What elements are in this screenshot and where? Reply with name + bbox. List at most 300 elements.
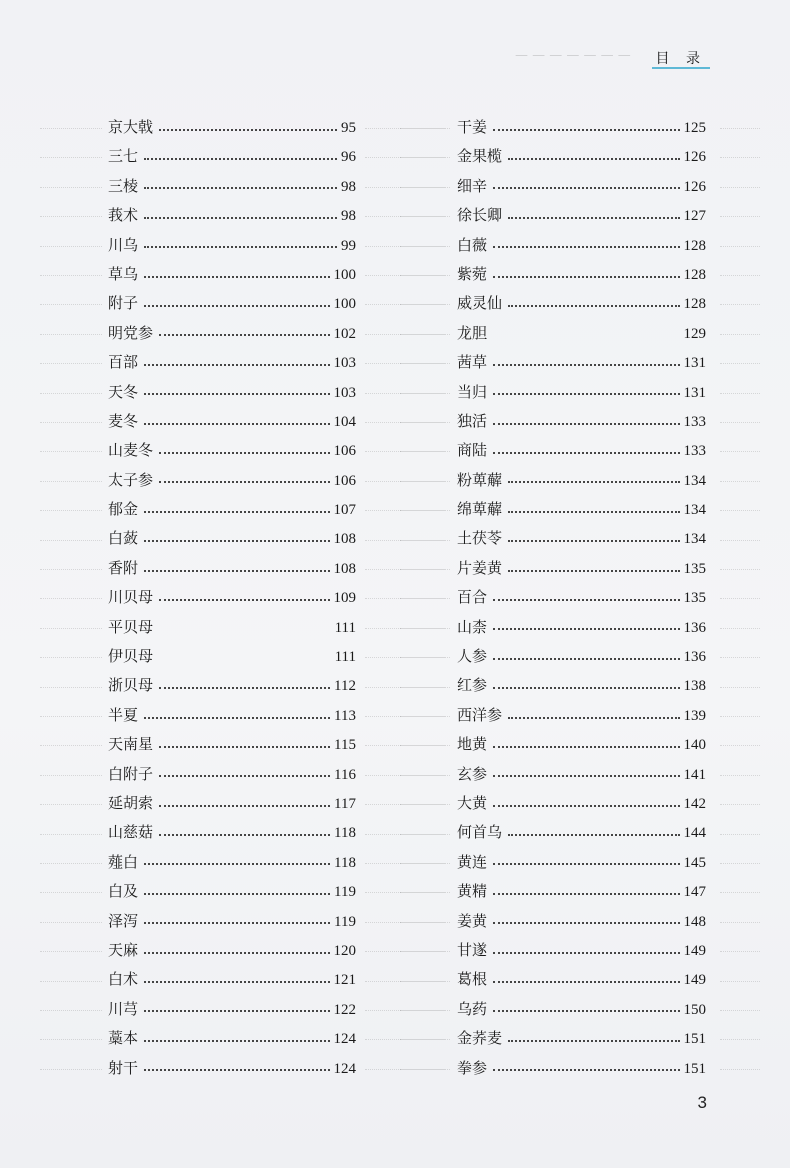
dot-leader: [144, 1069, 329, 1071]
toc-entry-page: 116: [334, 766, 356, 783]
bleed-through-dots: [400, 598, 450, 600]
toc-entry-title: 三棱: [108, 176, 139, 195]
toc-entry[interactable]: [457, 877, 706, 906]
toc-entry[interactable]: [457, 231, 706, 260]
toc-entry[interactable]: [457, 642, 706, 671]
toc-entry-page: 135: [683, 560, 706, 577]
bleed-through-dots: [720, 304, 760, 306]
dot-leader: [493, 364, 679, 366]
toc-entry[interactable]: [108, 436, 356, 465]
toc-entry[interactable]: [457, 730, 706, 759]
toc-entry-page: 119: [334, 913, 356, 930]
toc-entry-page: 145: [683, 854, 706, 871]
dot-leader: [144, 217, 337, 219]
dot-leader: [493, 334, 679, 336]
bleed-through-dots: [40, 598, 102, 600]
bleed-through-dots: [720, 863, 760, 865]
dot-leader: [493, 952, 679, 954]
bleed-through-dots: [720, 657, 760, 659]
toc-entry-page: 124: [333, 1031, 356, 1048]
bleed-through-dots: [40, 334, 102, 336]
toc-entry-page: 151: [683, 1060, 706, 1077]
toc-entry[interactable]: [457, 936, 706, 965]
bleed-through-dots: [365, 687, 445, 689]
toc-entry[interactable]: [108, 466, 356, 495]
bleed-through-dots: [720, 422, 760, 424]
bleed-through-dots: [365, 157, 445, 159]
dot-leader: [144, 393, 329, 395]
bleed-through-dots: [40, 451, 102, 453]
toc-entry-title: 土茯苓: [457, 529, 503, 548]
bleed-through-dots: [720, 157, 760, 159]
bleed-through-dots: [365, 863, 445, 865]
toc-entry[interactable]: [457, 1054, 706, 1083]
dot-leader: [493, 393, 679, 395]
dot-leader: [159, 129, 337, 131]
bleed-through-dots: [400, 716, 450, 718]
toc-entry[interactable]: [108, 348, 356, 377]
toc-entry-page: 138: [683, 678, 706, 695]
toc-entry-page: 133: [683, 443, 706, 460]
toc-entry-page: 151: [683, 1031, 706, 1048]
toc-entry[interactable]: [108, 995, 356, 1024]
bleed-through-dots: [40, 1069, 102, 1071]
toc-entry-page: 128: [683, 237, 706, 254]
toc-entry[interactable]: [108, 554, 356, 583]
toc-entry-title: 当归: [457, 382, 488, 401]
toc-entry-page: 121: [333, 972, 356, 989]
dot-leader: [144, 511, 329, 513]
bleed-through-dots: [40, 687, 102, 689]
bleed-through-dots: [400, 687, 450, 689]
dot-leader: [144, 893, 330, 895]
bleed-through-dots: [40, 922, 102, 924]
toc-entry[interactable]: [457, 142, 706, 171]
toc-entry[interactable]: [108, 789, 356, 818]
bleed-through-dots: [400, 951, 450, 953]
toc-entry-page: 117: [334, 795, 356, 812]
toc-entry-page: 103: [333, 355, 356, 372]
toc-entry[interactable]: [457, 554, 706, 583]
bleed-through-dots: [400, 922, 450, 924]
bleed-through-dots: [40, 481, 102, 483]
bleed-through-dots: [400, 540, 450, 542]
bleed-through-dots: [40, 216, 102, 218]
toc-entry-title: 山柰: [457, 617, 488, 636]
toc-entry[interactable]: [457, 818, 706, 847]
bleed-through-dots: [720, 834, 760, 836]
dot-leader: [144, 246, 337, 248]
toc-entry-title: 川芎: [108, 999, 139, 1018]
toc-entry-page: 108: [333, 560, 356, 577]
dot-leader: [159, 834, 330, 836]
toc-entry-title: 乌药: [457, 999, 488, 1018]
dot-leader: [144, 570, 329, 572]
bleed-through-dots: [365, 834, 445, 836]
bleed-through-dots: [720, 804, 760, 806]
toc-entry[interactable]: [457, 848, 706, 877]
toc-entry[interactable]: [108, 671, 356, 700]
toc-entry-page: 104: [333, 413, 356, 430]
dot-leader: [493, 805, 679, 807]
page-number: 3: [697, 1093, 707, 1112]
bleed-through-dots: [400, 393, 450, 395]
toc-entry[interactable]: [457, 172, 706, 201]
bleed-through-dots: [40, 863, 102, 865]
bleed-through-dots: [365, 569, 445, 571]
bleed-through-dots: [40, 510, 102, 512]
toc-entry-title: 百部: [108, 353, 139, 372]
toc-entry-page: 108: [333, 531, 356, 548]
bleed-through-dots: [40, 981, 102, 983]
toc-entry-page: 100: [333, 266, 356, 283]
toc-entry-title: 泽泻: [108, 911, 139, 930]
toc-entry-title: 何首乌: [457, 823, 503, 842]
toc-entry[interactable]: [108, 760, 356, 789]
toc-entry-title: 绵萆薢: [457, 500, 503, 519]
toc-entry-title: 白蔹: [108, 529, 139, 548]
bleed-through-dots: [400, 892, 450, 894]
toc-entry[interactable]: [108, 113, 356, 142]
bleed-through-dots: [720, 892, 760, 894]
toc-entry[interactable]: [457, 995, 706, 1024]
bleed-through-dots: [40, 128, 102, 130]
toc-entry[interactable]: [108, 260, 356, 289]
bleed-through-dots: [365, 922, 445, 924]
toc-entry[interactable]: [108, 142, 356, 171]
toc-entry-page: 98: [341, 208, 356, 225]
bleed-through-dots: [720, 275, 760, 277]
toc-entry-title: 射干: [108, 1058, 139, 1077]
dot-leader: [508, 158, 679, 160]
toc-entry-title: 茜草: [457, 353, 488, 372]
toc-entry[interactable]: [457, 524, 706, 553]
dot-leader: [508, 511, 679, 513]
bleed-through-dots: [400, 804, 450, 806]
dot-leader: [508, 305, 679, 307]
toc-entry-title: 紫菀: [457, 264, 488, 283]
toc-entry-page: 109: [333, 590, 356, 607]
toc-entry-title: 郁金: [108, 500, 139, 519]
bleed-through-dots: [400, 422, 450, 424]
toc-entry[interactable]: [457, 466, 706, 495]
toc-entry[interactable]: [457, 789, 706, 818]
dot-leader: [144, 717, 330, 719]
dot-leader: [159, 334, 329, 336]
toc-entry-title: 百合: [457, 588, 488, 607]
bleed-through-dots: [365, 657, 445, 659]
toc-entry[interactable]: [108, 936, 356, 965]
bleed-through-dots: [40, 246, 102, 248]
toc-entry-page: 131: [683, 355, 706, 372]
bleed-through-dots: [40, 569, 102, 571]
toc-entry-title: 片姜黄: [457, 558, 503, 577]
toc-entry-title: 香附: [108, 558, 139, 577]
dot-leader: [508, 570, 679, 572]
toc-entry[interactable]: [457, 201, 706, 230]
toc-entry-page: 128: [683, 266, 706, 283]
bleed-through-dots: [365, 128, 445, 130]
dot-leader: [144, 364, 329, 366]
bleed-through-dots: [720, 128, 760, 130]
toc-entry[interactable]: [457, 1024, 706, 1053]
toc-entry[interactable]: [108, 848, 356, 877]
toc-entry-page: 122: [333, 1001, 356, 1018]
dot-leader: [493, 746, 679, 748]
toc-entry-page: 126: [683, 178, 706, 195]
toc-entry[interactable]: [108, 495, 356, 524]
bleed-through-dots: [40, 628, 102, 630]
bleed-through-dots: [365, 481, 445, 483]
toc-entry[interactable]: [457, 613, 706, 642]
dot-leader: [493, 1010, 679, 1012]
toc-entry-title: 山麦冬: [108, 441, 154, 460]
toc-entry[interactable]: [457, 319, 706, 348]
dot-leader: [159, 599, 329, 601]
bleed-through-dots: [365, 187, 445, 189]
toc-entry[interactable]: [457, 495, 706, 524]
bleed-through-dots: [40, 657, 102, 659]
toc-entry[interactable]: [457, 113, 706, 142]
bleed-through-dots: [40, 1039, 102, 1041]
bleed-through-dots: [400, 569, 450, 571]
toc-entry[interactable]: [108, 289, 356, 318]
toc-entry[interactable]: [108, 730, 356, 759]
toc-entry-title: 明党参: [108, 323, 154, 342]
dot-leader: [493, 599, 679, 601]
bleed-through-dots: [720, 922, 760, 924]
bleed-through-dots: [365, 275, 445, 277]
toc-entry-title: 龙胆: [457, 323, 488, 342]
bleed-through-dots: [400, 481, 450, 483]
toc-entry-title: 西洋参: [457, 705, 503, 724]
toc-entry[interactable]: [457, 583, 706, 612]
dot-leader: [493, 423, 679, 425]
toc-entry[interactable]: [108, 701, 356, 730]
toc-entry-title: 甘遂: [457, 940, 488, 959]
toc-entry[interactable]: [108, 818, 356, 847]
toc-entry[interactable]: [108, 583, 356, 612]
bleed-through-dots: [365, 775, 445, 777]
toc-entry-title: 白及: [108, 882, 139, 901]
toc-entry-page: 113: [334, 707, 356, 724]
toc-entry[interactable]: [108, 613, 356, 642]
bleed-through-dots: [365, 216, 445, 218]
toc-entry[interactable]: [108, 172, 356, 201]
toc-entry-page: 106: [333, 472, 356, 489]
toc-entry-page: 120: [333, 942, 356, 959]
toc-entry-page: 140: [683, 737, 706, 754]
bleed-through-dots: [400, 510, 450, 512]
toc-entry-page: 131: [683, 384, 706, 401]
dot-leader: [144, 276, 329, 278]
bleed-through-dots: [365, 393, 445, 395]
toc-entry-page: 118: [334, 854, 356, 871]
toc-entry-title: 延胡索: [108, 793, 154, 812]
toc-entry[interactable]: [108, 877, 356, 906]
dot-leader: [493, 893, 679, 895]
bleed-through-dots: [720, 481, 760, 483]
bleed-through-dots: [720, 451, 760, 453]
toc-entry-title: 草乌: [108, 264, 139, 283]
bleed-through-dots: [400, 246, 450, 248]
bleed-through-dots: [400, 834, 450, 836]
dot-leader: [159, 452, 329, 454]
toc-entry-title: 徐长卿: [457, 206, 503, 225]
toc-entry-page: 107: [333, 502, 356, 519]
dot-leader: [493, 981, 679, 983]
bleed-through-dots: [720, 598, 760, 600]
dot-leader: [508, 217, 679, 219]
toc-entry-title: 葛根: [457, 970, 488, 989]
toc-entry-title: 三七: [108, 147, 139, 166]
toc-entry-title: 附子: [108, 294, 139, 313]
dot-leader: [144, 1040, 329, 1042]
dot-leader: [144, 540, 329, 542]
toc-entry-page: 119: [334, 884, 356, 901]
toc-entry[interactable]: [108, 907, 356, 936]
toc-entry-page: 115: [334, 737, 356, 754]
dot-leader: [159, 628, 331, 630]
dot-leader: [159, 481, 329, 483]
toc-entry-title: 薤白: [108, 852, 139, 871]
bleed-through-dots: [365, 334, 445, 336]
toc-entry[interactable]: [457, 907, 706, 936]
bleed-through-dots: [400, 1069, 450, 1071]
bleed-through-dots: [40, 951, 102, 953]
bleed-through-dots: [365, 1039, 445, 1041]
toc-entry[interactable]: [457, 965, 706, 994]
dot-leader: [493, 863, 679, 865]
bleed-through-dots: [720, 246, 760, 248]
running-header: 目 录: [655, 51, 706, 67]
toc-entry-title: 地黄: [457, 735, 488, 754]
toc-entry-title: 京大戟: [108, 118, 154, 136]
toc-entry[interactable]: [108, 201, 356, 230]
toc-entry-title: 威灵仙: [457, 294, 503, 313]
toc-entry-page: 149: [683, 972, 706, 989]
bleed-through-dots: [400, 334, 450, 336]
toc-entry[interactable]: [457, 701, 706, 730]
toc-entry[interactable]: [108, 642, 356, 671]
bleed-through-dots: [365, 422, 445, 424]
dot-leader: [493, 246, 679, 248]
toc-entry-title: 莪术: [108, 206, 139, 225]
toc-entry[interactable]: [108, 524, 356, 553]
toc-entry-page: 141: [683, 766, 706, 783]
toc-entry-page: 100: [333, 296, 356, 313]
bleed-through-dots: [365, 628, 445, 630]
toc-entry-page: 139: [683, 707, 706, 724]
toc-entry[interactable]: [108, 965, 356, 994]
toc-entry-title: 干姜: [457, 118, 488, 136]
toc-entry[interactable]: [457, 407, 706, 436]
bleed-through-dots: [400, 216, 450, 218]
toc-entry-title: 半夏: [108, 705, 139, 724]
bleed-through-dots: [365, 804, 445, 806]
toc-entry[interactable]: [457, 260, 706, 289]
toc-entry-page: 134: [683, 531, 706, 548]
bleed-through-dots: [720, 569, 760, 571]
dot-leader: [508, 540, 679, 542]
toc-entry-title: 商陆: [457, 441, 488, 460]
toc-entry-title: 麦冬: [108, 411, 139, 430]
bleed-through-dots: [40, 775, 102, 777]
toc-entry[interactable]: [108, 1024, 356, 1053]
toc-entry[interactable]: [108, 378, 356, 407]
toc-entry-title: 平贝母: [108, 617, 154, 636]
bleed-through-dots: [720, 334, 760, 336]
dot-leader: [508, 834, 679, 836]
bleed-through-dots: [720, 393, 760, 395]
bleed-through-dots: [40, 540, 102, 542]
toc-entry-title: 独活: [457, 411, 488, 430]
bleed-through-dots: [400, 1039, 450, 1041]
bleed-through-dots: [365, 304, 445, 306]
bleed-through-dots: [400, 981, 450, 983]
bleed-through-dots: [720, 363, 760, 365]
toc-entry[interactable]: [108, 407, 356, 436]
toc-entry-title: 玄参: [457, 764, 488, 783]
toc-entry[interactable]: [108, 319, 356, 348]
bleed-through-dots: [365, 1010, 445, 1012]
bleed-through-dots: [400, 745, 450, 747]
toc-entry[interactable]: [457, 348, 706, 377]
dot-leader: [159, 775, 330, 777]
dot-leader: [144, 187, 337, 189]
dot-leader: [144, 305, 329, 307]
dot-leader: [508, 717, 679, 719]
toc-entry-page: 106: [333, 443, 356, 460]
dot-leader: [144, 922, 330, 924]
bleed-through-dots: [400, 275, 450, 277]
toc-entry-page: 111: [334, 649, 356, 666]
bleed-through-dots: [365, 540, 445, 542]
toc-entry[interactable]: [457, 378, 706, 407]
toc-entry-title: 天麻: [108, 940, 139, 959]
toc-entry-title: 细辛: [457, 176, 488, 195]
bleed-through-dots: [720, 540, 760, 542]
dot-leader: [493, 276, 679, 278]
toc-entry-title: 金荞麦: [457, 1029, 503, 1048]
toc-entry[interactable]: [457, 289, 706, 318]
bleed-through-dots: [720, 1039, 760, 1041]
toc-entry[interactable]: [457, 436, 706, 465]
toc-entry[interactable]: [457, 760, 706, 789]
toc-entry[interactable]: [108, 1054, 356, 1083]
bleed-through-dots: [40, 157, 102, 159]
toc-entry-title: 白附子: [108, 764, 154, 783]
dot-leader: [159, 746, 330, 748]
toc-entry[interactable]: [108, 231, 356, 260]
toc-column-right: [457, 113, 706, 1083]
bleed-through-dots: [720, 981, 760, 983]
toc-entry-title: 天南星: [108, 735, 154, 754]
toc-entry[interactable]: [457, 671, 706, 700]
bleed-through-dots: [720, 628, 760, 630]
header-accent-rule: [652, 67, 710, 69]
toc-entry-page: 149: [683, 942, 706, 959]
bleed-through-dots: [400, 304, 450, 306]
bleed-through-dots: [365, 981, 445, 983]
bleed-through-dots: [720, 1010, 760, 1012]
toc-entry-page: 124: [333, 1060, 356, 1077]
dot-leader: [144, 863, 330, 865]
dot-leader: [159, 687, 330, 689]
toc-entry-page: 147: [683, 884, 706, 901]
bleed-through-dots: [365, 451, 445, 453]
toc-entry-page: 102: [333, 325, 356, 342]
